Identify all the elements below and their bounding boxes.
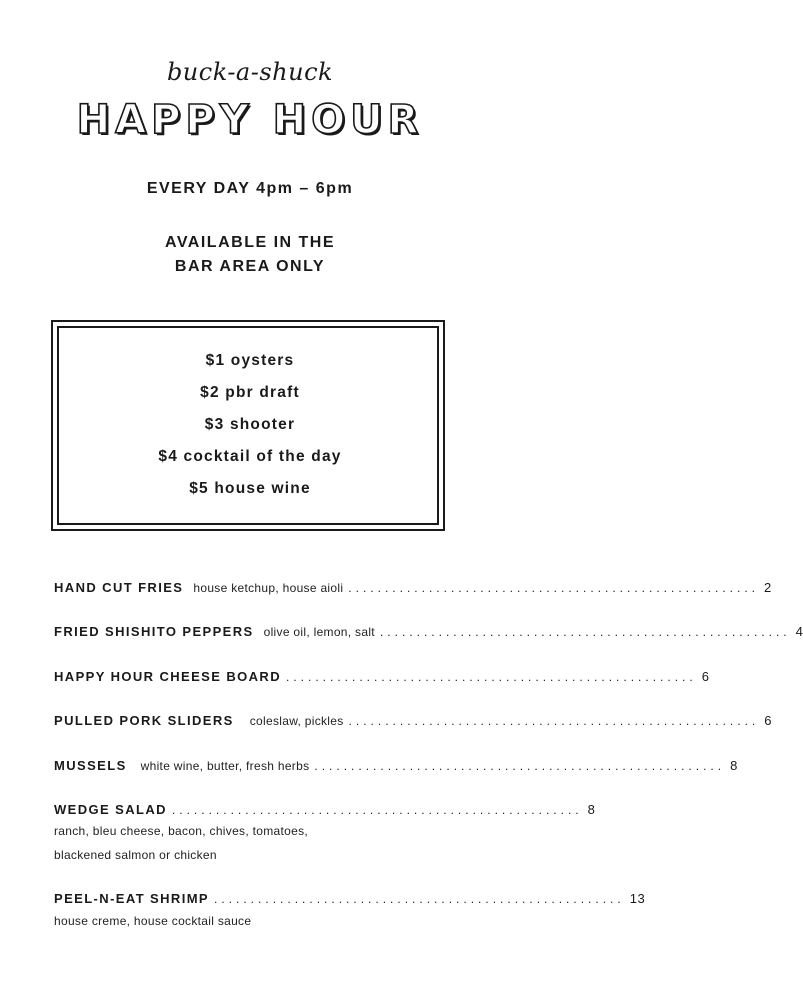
menu-item-price: 8	[730, 758, 738, 773]
dot-leader: ........................................................	[348, 714, 760, 728]
special-item: $5 house wine	[189, 480, 311, 497]
menu-item-name: WEDGE SALAD	[54, 802, 167, 817]
menu-item-name: PULLED PORK SLIDERS	[54, 713, 234, 728]
dot-leader: ........................................................	[171, 803, 583, 817]
menu-item	[54, 580, 772, 600]
menu-item-description: house ketchup, house aioli	[193, 581, 344, 595]
dot-leader: ........................................................	[379, 625, 791, 639]
menu-item-subdescription: blackened salmon or chicken	[54, 848, 217, 862]
special-item: $2 pbr draft	[200, 384, 300, 401]
dot-leader: ........................................................	[348, 581, 759, 595]
menu-item	[54, 669, 710, 689]
brand-script-title: buck-a-shuck	[166, 58, 334, 86]
page-title: HAPPY HOUR	[76, 97, 424, 143]
menu-item	[54, 891, 646, 911]
special-item: $4 cocktail of the day	[158, 448, 342, 465]
schedule-text: EVERY DAY 4pm – 6pm	[146, 180, 354, 197]
menu-item-price: 6	[764, 713, 772, 728]
menu-item-name: FRIED SHISHITO PEPPERS	[54, 624, 254, 639]
menu-item-subdescription: ranch, bleu cheese, bacon, chives, tomatoes,	[54, 824, 309, 838]
dot-leader: ........................................................	[214, 892, 625, 906]
special-item: $1 oysters	[205, 352, 295, 369]
dot-leader: ........................................................	[286, 670, 697, 684]
special-item: $3 shooter	[204, 416, 296, 433]
menu-item	[54, 758, 738, 778]
menu-item-price: 8	[587, 802, 596, 817]
menu-item-description: coleslaw, pickles	[249, 714, 344, 728]
menu-item-price: 13	[629, 891, 646, 906]
menu-item	[54, 713, 772, 733]
availability-line-2: BAR AREA ONLY	[174, 258, 326, 275]
dot-leader: ........................................................	[314, 759, 726, 773]
menu-item-name: HAPPY HOUR CHEESE BOARD	[54, 669, 281, 684]
menu-item-name: MUSSELS	[54, 758, 127, 773]
menu-item	[54, 624, 803, 644]
menu-item-description: olive oil, lemon, salt	[263, 625, 375, 639]
menu-item-subdescription: house creme, house cocktail sauce	[54, 914, 252, 928]
menu-item-description: white wine, butter, fresh herbs	[140, 759, 310, 773]
availability-line-1: AVAILABLE IN THE	[164, 234, 336, 251]
menu-item	[54, 802, 596, 822]
menu-item-price: 2	[764, 580, 772, 595]
menu-item-name: HAND CUT FRIES	[54, 580, 184, 595]
menu-item-price: 4	[795, 624, 803, 639]
menu-item-price: 6	[701, 669, 710, 684]
menu-item-name: PEEL-N-EAT SHRIMP	[54, 891, 210, 906]
